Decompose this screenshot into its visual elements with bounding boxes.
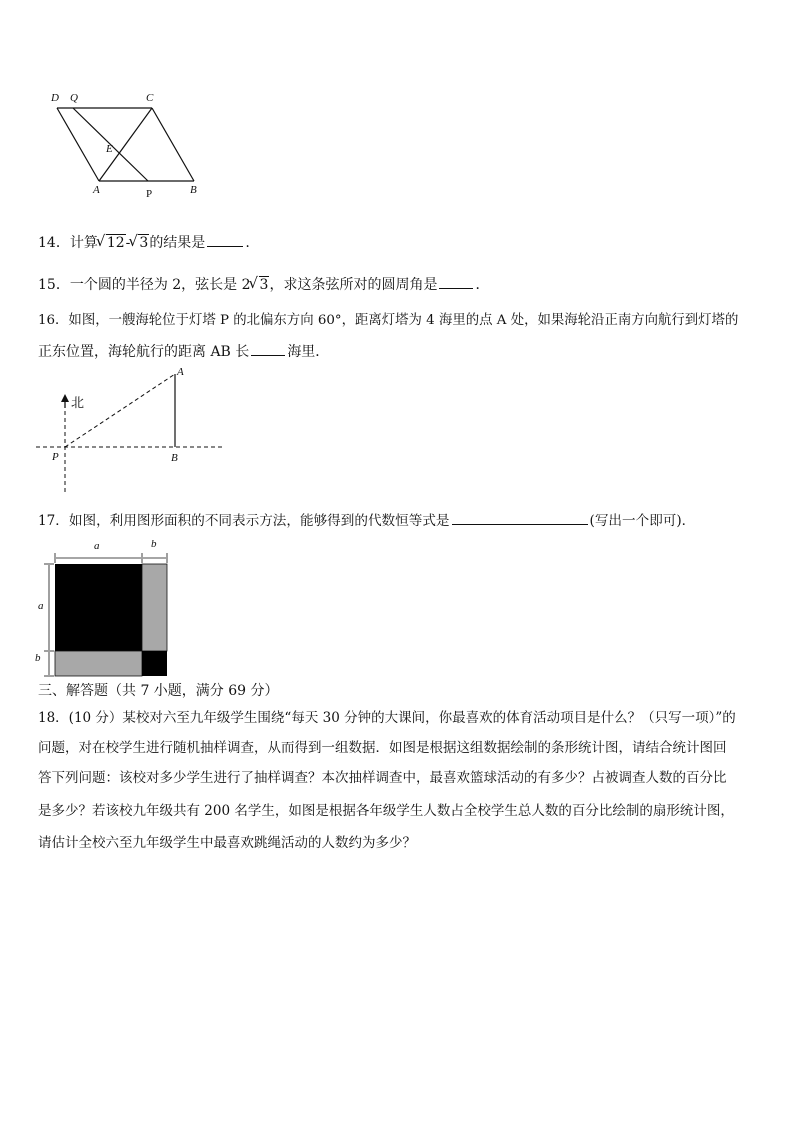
q15-end: ． [475,277,490,293]
label-E: E [106,143,113,155]
question-18-line4: 是多少？若该校九年级共有 200 名学生，如图是根据各年级学生人数占全校学生总人数的百分比绘制的扇形统计图， [38,803,734,819]
label-P: P [146,188,153,200]
north-arrow-icon [61,394,69,402]
question-18-line2: 问题，对在校学生进行随机抽样调查，从而得到一组数据．如图是根据这组数据绘制的条形统计图，请结合统计图回 [38,740,727,756]
rect-ab-right [142,564,167,651]
figure-parallelogram [40,88,220,208]
label-Q: Q [70,92,78,104]
sqrt-12: √ 12 [98,233,126,253]
question-18-line3: 答下列问题：该校对多少学生进行了抽样调查？本次抽样调查中，最喜欢篮球活动的有多少？占被调查人数的百分比 [38,770,727,786]
question-18-line5: 请估计全校六至九年级学生中最喜欢跳绳活动的人数约为多少？ [38,835,416,851]
q16-answer-blank[interactable] [251,341,285,356]
square-a [55,564,142,651]
square-area-svg [34,538,174,680]
q16-line2-prefix: 正东位置，海轮航行的距离 AB 长 [38,344,250,360]
question-16-line2 [38,341,329,362]
label-B: B [190,184,197,196]
label-A: A [93,184,100,196]
section-3-title: 三、解答题（共 7 小题，满分 69 分） [38,683,279,699]
q15-suffix: ，求这条弦所对的圆周角是 [269,277,438,293]
q14-suffix: 的结果是 [149,235,206,251]
label-A: A [177,366,184,378]
sqrt-3: √ 3 [251,275,270,295]
q17-suffix: (写出一个即可)． [589,513,696,529]
label-side-b: b [35,652,41,664]
sqrt-3: √ 3 [130,233,149,253]
label-B: B [171,452,178,464]
edge-AD [57,108,99,181]
label-P: P [52,451,59,463]
q14-answer-blank[interactable] [207,232,243,247]
q15-answer-blank[interactable] [439,274,473,289]
q17-answer-blank[interactable] [452,510,588,525]
lighthouse-svg [30,364,230,494]
north-label: 北 [71,395,85,410]
question-18-line1: 18．(10 分）某校对六至九年级学生围绕“每天 30 分钟的大课间，你最喜欢的体育活动项目是什么？（只写一项）”的 [38,710,736,726]
label-D: D [51,92,59,104]
label-top-b: b [151,538,157,550]
q14-end: . [245,235,250,251]
question-17 [38,510,695,531]
q14-minus: - [125,235,131,251]
question-15 [38,274,489,295]
q17-prefix: 17．如图，利用图形面积的不同表示方法，能够得到的代数恒等式是 [38,513,450,529]
rect-ab-bottom [55,651,142,676]
square-b [142,651,167,676]
figure-square-area [34,538,174,680]
question-14 [38,232,250,253]
label-side-a: a [38,600,44,612]
label-C: C [146,92,154,104]
question-16-line1: 16．如图，一艘海轮位于灯塔 P 的北偏东方向 60°，距离灯塔为 4 海里的点 A 处，如果海轮沿正南方向航行到灯塔的 [38,313,739,328]
q16-line2-suffix: 海里． [287,344,330,360]
figure-lighthouse [30,364,230,494]
label-top-a: a [94,540,100,552]
q15-prefix: 15．一个圆的半径为 2，弦长是 2 [38,277,251,293]
edge-CB [152,108,194,181]
q14-prefix: 14．计算 [38,235,98,251]
